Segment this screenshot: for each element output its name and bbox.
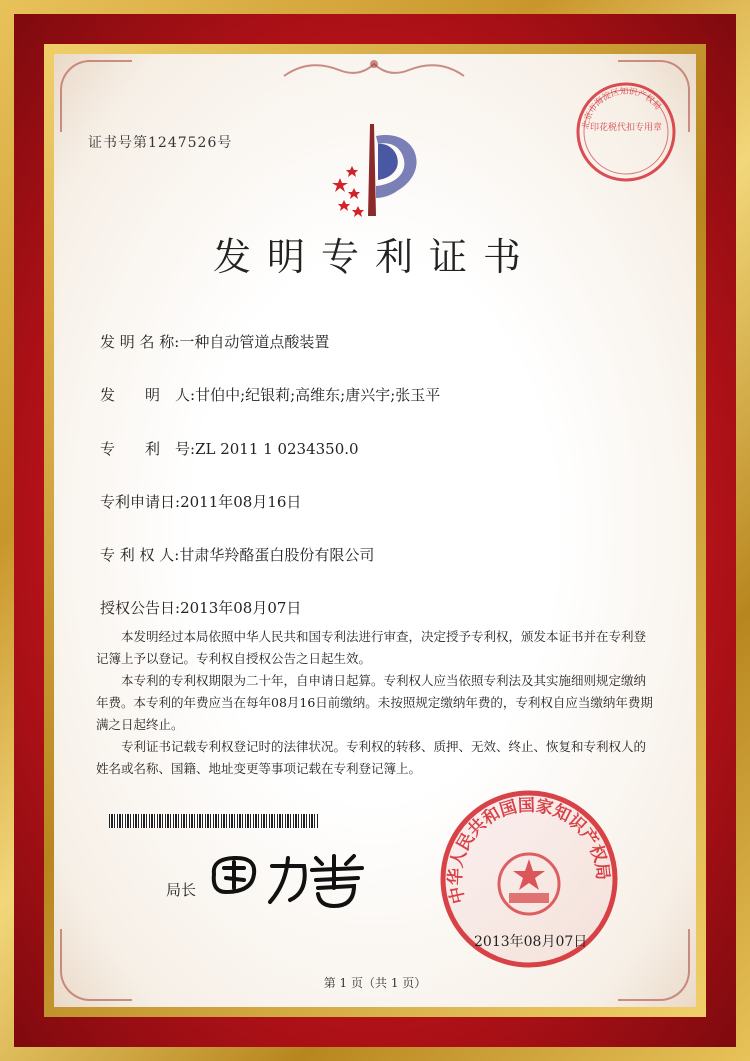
certificate-paper — [54, 54, 696, 1007]
field-value: 一种自动管道点酸装置 — [179, 333, 330, 351]
barcode — [109, 814, 319, 828]
field-label: 专 利 权 人: — [100, 546, 180, 564]
body-paragraph: 本发明经过本局依照中华人民共和国专利法进行审查，决定授予专利权，颁发本证书并在专利登记簿上予以登记。专利权自授权公告之日起生效。 — [96, 629, 647, 666]
director-label: 局长 — [166, 881, 197, 899]
field-grant-date — [100, 597, 301, 618]
field-label: 授权公告日: — [100, 599, 181, 617]
page-number: 第 1 页（共 1 页） — [323, 976, 427, 990]
field-value: 甘肃华羚酪蛋白股份有限公司 — [179, 546, 375, 564]
corner-ornament — [60, 60, 132, 132]
body-paragraph: 本专利的专利权期限为二十年，自申请日起算。专利权人应当依照专利法及其实施细则规定缴纳年费。本专利的年费应当在每年08月16日前缴纳。未按照规定缴纳年费的，专利权自应当缴纳年费期满之日起终止。 — [96, 673, 653, 732]
field-label: 专利申请日: — [100, 493, 181, 511]
field-label: 发 明 名 称: — [100, 333, 180, 351]
top-ornament-icon — [279, 56, 469, 82]
field-value: 2011年08月16日 — [180, 493, 302, 511]
certificate-number: 证书号第1247526号 — [88, 135, 233, 151]
director-signature — [204, 844, 374, 914]
body-paragraph: 专利证书记载专利权登记时的法律状况。专利权的转移、质押、无效、终止、恢复和专利权人的姓名或名称、国籍、地址变更等事项记载在专利登记簿上。 — [96, 739, 647, 776]
field-inventors — [100, 384, 440, 405]
field-patent-number — [100, 438, 359, 459]
certificate-title: 发明专利证书 — [212, 235, 537, 279]
seal-small-text: 北京市海淀区知识产权局 — [580, 86, 663, 131]
field-label: 发 明 人: — [100, 386, 196, 404]
field-label: 专 利 号: — [100, 440, 196, 458]
seal-small-inner: 印花税代扣专用章 — [589, 123, 663, 133]
field-patentee — [100, 544, 374, 565]
tax-stamp-seal — [574, 80, 678, 184]
seal-big-text: 中华人民共和国国家知识产权局 — [445, 795, 613, 906]
patent-office-logo-icon — [322, 116, 432, 236]
field-value: 甘伯中;纪银莉;高维东;唐兴宇;张玉平 — [195, 386, 441, 404]
field-application-date — [100, 491, 301, 512]
field-invention-name — [100, 331, 329, 352]
seal-date: 2013年08月07日 — [474, 934, 588, 950]
field-value: 2013年08月07日 — [180, 599, 302, 617]
field-value: ZL 2011 1 0234350.0 — [195, 440, 359, 458]
certificate-body — [96, 626, 656, 780]
